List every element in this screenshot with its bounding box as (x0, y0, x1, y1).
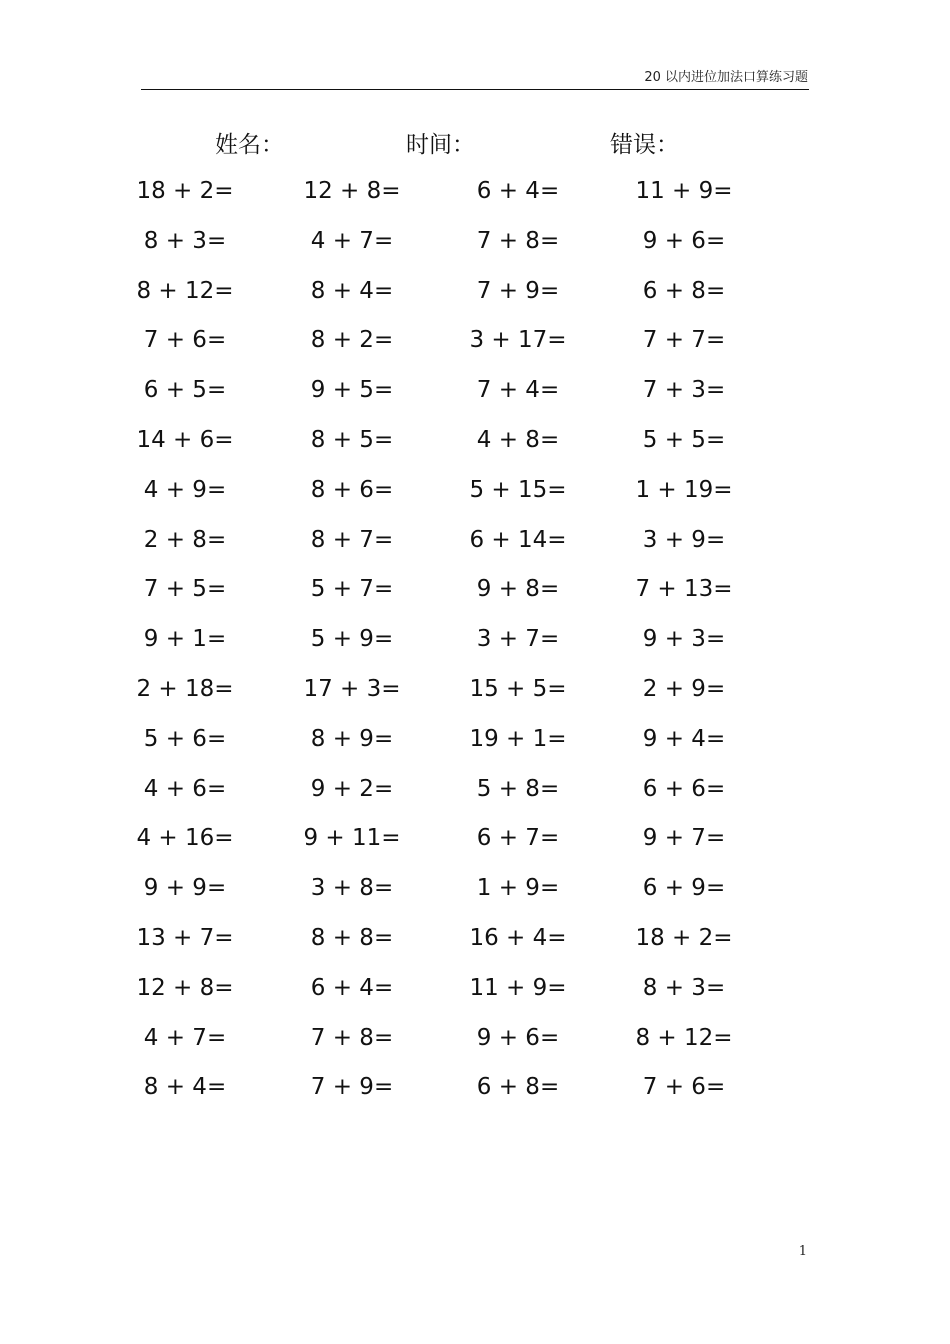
problem-r8-c4: 3 + 9= (642, 526, 726, 553)
problem-r14-c4: 9 + 7= (642, 825, 726, 852)
problem-r18-c1: 4 + 7= (143, 1024, 227, 1051)
problem-r13-c3: 5 + 8= (476, 775, 560, 802)
problem-r2-c3: 7 + 8= (476, 227, 560, 254)
problem-r19-c3: 6 + 8= (476, 1074, 560, 1101)
problem-r5-c4: 7 + 3= (642, 377, 726, 404)
problem-r17-c1: 12 + 8= (136, 974, 234, 1001)
problem-r12-c3: 19 + 1= (469, 725, 567, 752)
problem-r10-c2: 5 + 9= (310, 626, 394, 653)
problem-r18-c4: 8 + 12= (635, 1024, 733, 1051)
problem-r2-c4: 9 + 6= (642, 227, 726, 254)
problem-r15-c2: 3 + 8= (310, 875, 394, 902)
errors-label: 错误： (610, 132, 679, 158)
problem-r15-c1: 9 + 9= (143, 875, 227, 902)
problem-r14-c2: 9 + 11= (303, 825, 401, 852)
problem-r13-c2: 9 + 2= (310, 775, 394, 802)
time-label: 时间： (406, 132, 475, 158)
name-label: 姓名： (215, 132, 284, 158)
problem-r14-c1: 4 + 16= (136, 825, 234, 852)
problem-r5-c3: 7 + 4= (476, 377, 560, 404)
problem-r11-c2: 17 + 3= (303, 676, 401, 702)
problem-r18-c3: 9 + 6= (476, 1024, 560, 1051)
problem-r7-c3: 5 + 15= (469, 476, 567, 503)
problem-r4-c1: 7 + 6= (143, 327, 227, 354)
problem-r1-c4: 11 + 9= (635, 178, 733, 204)
problem-r12-c4: 9 + 4= (642, 725, 726, 752)
problem-r8-c2: 8 + 7= (310, 526, 394, 553)
problem-r15-c4: 6 + 9= (642, 875, 726, 902)
problem-r6-c4: 5 + 5= (642, 427, 726, 453)
problem-r16-c4: 18 + 2= (635, 925, 733, 951)
problem-r7-c2: 8 + 6= (310, 476, 394, 503)
problem-r3-c4: 6 + 8= (642, 277, 726, 304)
page-number: 1 (798, 1244, 807, 1259)
problem-r4-c2: 8 + 2= (310, 327, 394, 354)
problem-r16-c2: 8 + 8= (310, 925, 394, 951)
header-title: 20 以内进位加法口算练习题 (644, 70, 808, 85)
problem-r3-c1: 8 + 12= (136, 277, 234, 304)
problem-r7-c1: 4 + 9= (143, 476, 227, 503)
problem-r9-c2: 5 + 7= (310, 576, 394, 603)
problem-r6-c1: 14 + 6= (136, 427, 234, 453)
problem-r16-c3: 16 + 4= (469, 925, 567, 951)
problem-r11-c3: 15 + 5= (469, 676, 567, 702)
problem-r4-c4: 7 + 7= (642, 327, 726, 354)
problem-r7-c4: 1 + 19= (635, 476, 733, 503)
problem-r2-c1: 8 + 3= (143, 227, 227, 254)
problem-r9-c3: 9 + 8= (476, 576, 560, 603)
problem-r17-c2: 6 + 4= (310, 974, 394, 1001)
problem-r6-c2: 8 + 5= (310, 427, 394, 453)
problem-r10-c1: 9 + 1= (143, 626, 227, 653)
problem-r4-c3: 3 + 17= (469, 327, 567, 354)
problem-r18-c2: 7 + 8= (310, 1024, 394, 1051)
problem-r15-c3: 1 + 9= (476, 875, 560, 902)
problem-r5-c2: 9 + 5= (310, 377, 394, 404)
problem-r17-c4: 8 + 3= (642, 974, 726, 1001)
problem-r3-c2: 8 + 4= (310, 277, 394, 304)
problem-r16-c1: 13 + 7= (136, 925, 234, 951)
problem-r2-c2: 4 + 7= (310, 227, 394, 254)
problem-r8-c3: 6 + 14= (469, 526, 567, 553)
problem-r14-c3: 6 + 7= (476, 825, 560, 852)
problem-r1-c3: 6 + 4= (476, 178, 560, 204)
problem-r19-c4: 7 + 6= (642, 1074, 726, 1101)
problem-r13-c4: 6 + 6= (642, 775, 726, 802)
problem-r1-c2: 12 + 8= (303, 178, 401, 204)
problem-r3-c3: 7 + 9= (476, 277, 560, 304)
problem-r10-c3: 3 + 7= (476, 626, 560, 653)
problem-r1-c1: 18 + 2= (136, 178, 234, 204)
problem-r6-c3: 4 + 8= (476, 427, 560, 453)
problem-r17-c3: 11 + 9= (469, 974, 567, 1001)
problem-r11-c4: 2 + 9= (642, 676, 726, 702)
problem-r5-c1: 6 + 5= (143, 377, 227, 404)
problem-r9-c4: 7 + 13= (635, 576, 733, 603)
problem-r11-c1: 2 + 18= (136, 676, 234, 702)
problem-r8-c1: 2 + 8= (143, 526, 227, 553)
problem-r12-c2: 8 + 9= (310, 725, 394, 752)
problem-r19-c1: 8 + 4= (143, 1074, 227, 1101)
problem-r19-c2: 7 + 9= (310, 1074, 394, 1101)
problem-r12-c1: 5 + 6= (143, 725, 227, 752)
problem-r13-c1: 4 + 6= (143, 775, 227, 802)
problem-r9-c1: 7 + 5= (143, 576, 227, 603)
problem-r10-c4: 9 + 3= (642, 626, 726, 653)
